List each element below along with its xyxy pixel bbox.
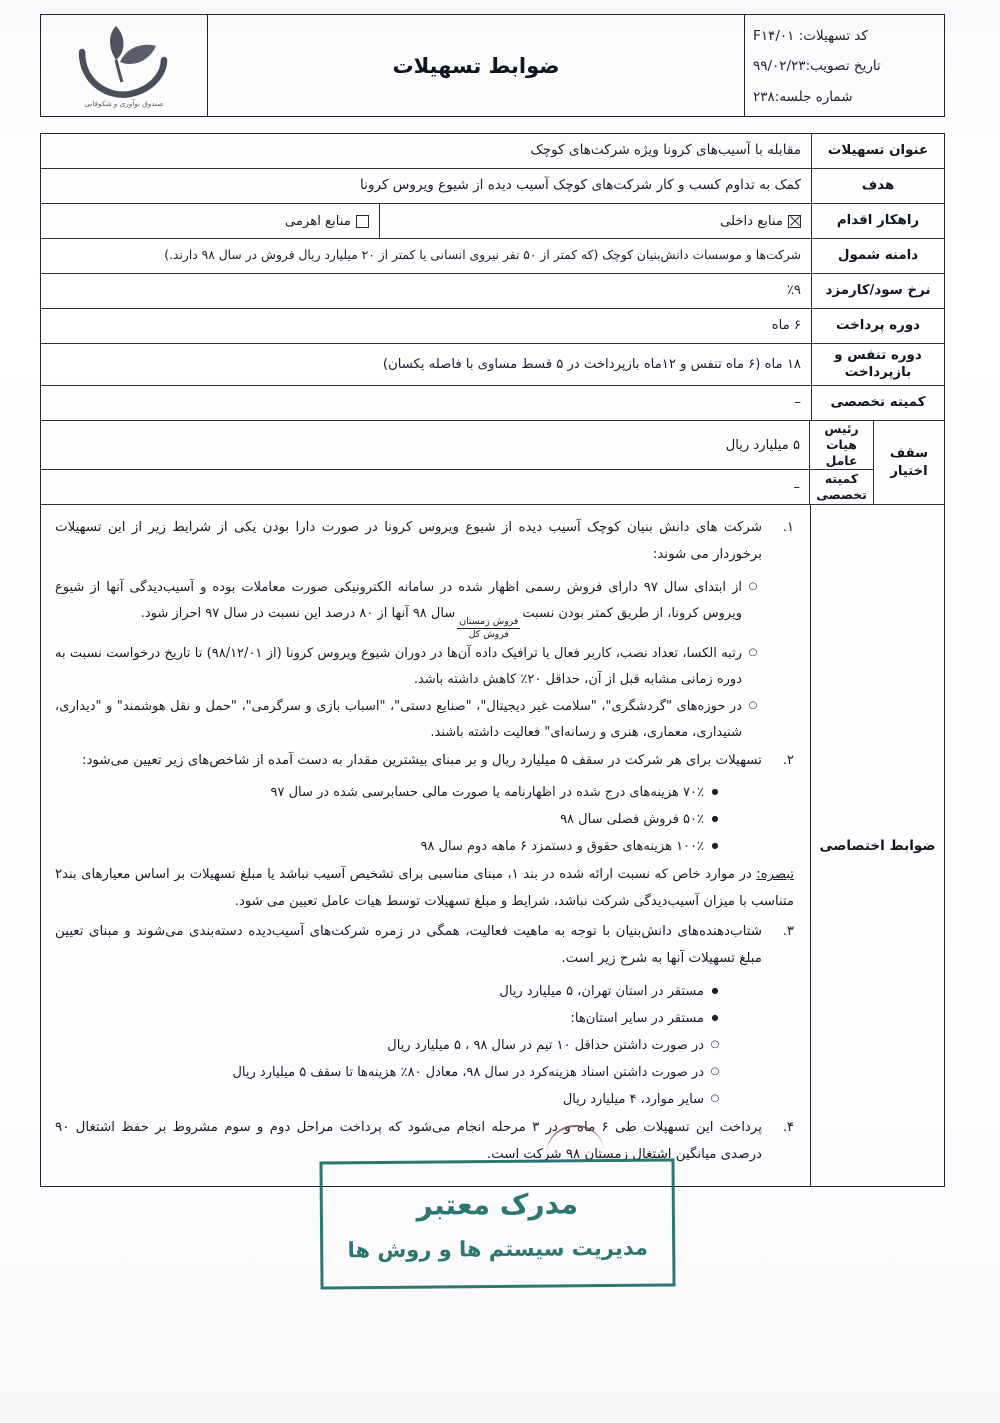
list-item: [55, 807, 794, 833]
organization-logo-cell: [41, 15, 208, 116]
row-value: مقابله با آسیب‌های کرونا ویژه شرکت‌های کوچک: [530, 142, 801, 159]
row-label: دوره پرداخت: [811, 309, 944, 343]
disc-bullet-icon: [704, 807, 726, 833]
document-header: [40, 14, 945, 117]
clause-3-bullet-2: مستقر در سایر استان‌ها:: [570, 1010, 704, 1026]
clause-3: [55, 919, 794, 973]
clause-4-number: ۴.: [782, 1119, 794, 1135]
clause-1: [55, 515, 794, 569]
clause-2-bullet-2: ۵۰٪ فروش فصلی سال ۹۸: [560, 812, 704, 828]
page-title: ضوابط تسهیلات: [392, 53, 560, 78]
row-label: راهکار اقدام: [811, 204, 944, 238]
disc-bullet-icon: [704, 1006, 726, 1032]
list-item: [55, 575, 794, 640]
clause-2-bullet-3: ۱۰۰٪ هزینه‌های حقوق و دستمزد ۶ ماهه دوم سال ۹۸: [420, 839, 704, 855]
disc-bullet-icon: [704, 979, 726, 1005]
note-label: تبصره:: [756, 867, 794, 883]
list-item: [55, 641, 794, 693]
option-internal-resources[interactable]: [380, 204, 811, 238]
bullet-1-part-2: سال ۹۸ آنها از ۸۰ درصد این نسبت در سال ۹۷ احراز شود.: [140, 605, 456, 621]
circle-bullet-icon: [704, 1060, 726, 1086]
row-value: –: [794, 395, 801, 411]
special-terms-label: ضوابط اختصاصی: [810, 505, 944, 1186]
row-label: دامنه شمول: [811, 239, 944, 273]
clause-1-bullets: [55, 575, 794, 746]
table-row-specialized-committee: [41, 386, 944, 421]
clause-4-text: پرداخت این تسهیلات طی ۶ ماه و در ۳ مرحله انجام می‌شود که پرداخت مراحل دوم و سوم مشروط بر حفظ اشتغال ۹۰ درصدی میانگین اشتغال زمستان ۹۸ شرکت است.: [55, 1119, 762, 1162]
list-item: [55, 1006, 794, 1032]
clause-1-text: شرکت های دانش بنیان کوچک آسیب دیده از شیوع ویروس کرونا در صورت دارا بودن یکی از شرایط زیر از این تسهیلات برخوردار می شوند:: [55, 520, 762, 563]
row-label: دوره تنفس و بازپرداخت: [811, 344, 944, 385]
disc-bullet-icon: [704, 780, 726, 806]
facility-terms-table: [40, 133, 945, 1187]
disc-bullet-icon: [704, 834, 726, 860]
circle-bullet-icon: [742, 641, 764, 693]
note-text: در موارد خاص که نسبت ارائه شده در بند ۱، مبنای مناسبی برای تشخیص آسیب نباشد یا مبلغ تسهیلات بر اساس معیارهای بند۲ متناسب با میزان آسیب‌دیدگی شرکت نباشد، شرایط و مبلغ تسهیلات توسط هیات عامل تعیین می شود.: [55, 867, 794, 909]
row-label: نرخ سود/کارمزد: [811, 274, 944, 308]
clause-3-subbullet-2: در صورت داشتن اسناد هزینه‌کرد در سال ۹۸، معادل ۸۰٪ هزینه‌ها تا سقف ۵ میلیارد ریال: [232, 1064, 704, 1080]
stamp-line-2: مدیریت سیستم ها و روش ها: [347, 1235, 649, 1262]
special-terms-content: [41, 505, 810, 1186]
table-row-scope: [41, 239, 944, 274]
sales-ratio-fraction: [457, 617, 520, 640]
ceiling-row-committee: [41, 470, 873, 504]
row-label: کمیته تخصصی: [811, 386, 944, 420]
authority-ceiling-label: سقف اختیار: [873, 421, 944, 504]
logo-caption: صندوق نوآوری و شکوفایی: [83, 98, 165, 108]
ceiling-role-label: رئیس هیات عامل: [809, 421, 873, 469]
option-internal-label: منابع داخلی: [720, 213, 783, 229]
table-row-payment-period: [41, 309, 944, 344]
clause-1-bullet-3: در حوزه‌های "گردشگری"، "سلامت غیر دیجیتال"، "صنایع دستی"، "اسباب بازی و سرگرمی"، "حمل و نقل هوشمند" و "دیداری، شنیداری، معماری، هنری و رسانه‌ای" فعالیت داشته باشند.: [55, 698, 742, 740]
row-value: ۱۸ ماه (۶ ماه تنفس و ۱۲ماه بازپرداخت در ۵ قسط مساوی با فاصله یکسان): [382, 356, 801, 372]
list-item: [55, 979, 794, 1005]
table-row-profit-rate: [41, 274, 944, 309]
row-value: ٪۹: [786, 283, 801, 299]
list-item: [55, 834, 794, 860]
clause-2-bullets: [55, 780, 794, 860]
clause-3-bullet-1: مستقر در استان تهران، ۵ میلیارد ریال: [499, 983, 704, 999]
ceiling-amount: –: [793, 479, 800, 495]
facility-code: کد تسهیلات: F۱۴/۰۱: [753, 28, 868, 45]
clause-1-number: ۱.: [782, 520, 794, 536]
table-row-action-method: [41, 204, 944, 239]
clause-2: [55, 748, 794, 775]
list-item: [55, 1087, 794, 1113]
circle-bullet-icon: [704, 1033, 726, 1059]
clause-3-bullets: [55, 979, 794, 1113]
table-row-goal: [41, 169, 944, 204]
validity-stamp: [319, 1158, 675, 1289]
clause-3-subbullet-1: در صورت داشتن حداقل ۱۰ تیم در سال ۹۸ ، ۵ میلیارد ریال: [387, 1037, 704, 1053]
clause-1-bullet-2: رتبه الکسا، تعداد نصب، کاربر فعال یا ترافیک داده آن‌ها در دوران شیوع ویروس کرونا (از ۹۸/۱۲/۰۱) تا تاریخ درخواست نسبت به دوره زمانی مشابه قبل از آن، حداقل ۲۰٪ کاهش داشته باشد.: [55, 645, 742, 687]
circle-bullet-icon: [742, 694, 764, 746]
row-value: ۶ ماه: [771, 318, 801, 334]
bullet-1-part-1: از ابتدای سال ۹۷ دارای فروش رسمی اظهار شده در سامانه الکترونیکی صورت معاملات بوده و آسیب‌دیدگی آنها از شیوع ویروس کرونا، از طریق کمتر بودن نسبت: [55, 579, 742, 621]
ceiling-role-label: کمیته تخصصی: [809, 470, 873, 504]
list-item: [55, 780, 794, 806]
row-value: کمک به تداوم کسب و کار شرکت‌های کوچک آسیب دیده از شیوع ویروس کرونا: [360, 177, 801, 194]
ceiling-amount: ۵ میلیارد ریال: [725, 437, 800, 453]
header-meta-block: [744, 15, 944, 116]
clause-3-text: شتاب‌دهنده‌های دانش‌بنیان با توجه به ماهیت فعالیت، همگی در زمره شرکت‌های آسیب‌دیده دسته‌بندی می‌شوند و مبنای تعیین مبلغ تسهیلات آنها به شرح زیر است.: [55, 924, 762, 967]
list-item: [55, 1033, 794, 1059]
table-row-facility-title: [41, 134, 944, 169]
clause-1-bullet-1: [55, 575, 742, 640]
clause-2-note: [55, 862, 794, 915]
row-value: شرکت‌ها و موسسات دانش‌بنیان کوچک (که کمتر از ۵۰ نفر نیروی انسانی یا کمتر از ۲۰ میلیارد ریال فروش در سال ۹۸ دارند.): [164, 248, 801, 263]
checkbox-checked-icon[interactable]: [788, 215, 801, 228]
checkbox-unchecked-icon[interactable]: [356, 215, 369, 228]
clause-3-number: ۳.: [782, 924, 794, 940]
session-number: شماره جلسه:۲۳۸: [753, 88, 853, 105]
clause-3-subbullet-3: سایر موارد، ۴ میلیارد ریال: [562, 1091, 704, 1107]
circle-bullet-icon: [742, 575, 764, 640]
clause-2-text: تسهیلات برای هر شرکت در سقف ۵ میلیارد ریال و بر مبنای بیشترین مقدار به دست آمده از شاخص‌های زیر تعیین می‌شود:: [81, 752, 762, 768]
fraction-numerator: فروش زمستان: [459, 615, 519, 627]
row-label: عنوان تسهیلات: [811, 134, 944, 168]
option-leverage-label: منابع اهرمی: [284, 213, 351, 229]
circle-bullet-icon: [704, 1087, 726, 1113]
leaf-sprout-logo-icon: [64, 22, 184, 110]
clause-2-number: ۲.: [782, 752, 794, 768]
table-row-special-terms: [41, 505, 944, 1186]
row-label: هدف: [811, 169, 944, 203]
list-item: [55, 694, 794, 746]
fraction-denominator: فروش کل: [457, 628, 520, 640]
document-title-cell: [208, 15, 744, 116]
list-item: [55, 1060, 794, 1086]
stamp-line-1: مدرک معتبر: [416, 1186, 579, 1222]
table-row-authority-ceiling: [41, 421, 944, 505]
clause-2-bullet-1: ۷۰٪ هزینه‌های درج شده در اظهارنامه یا صورت مالی حسابرسی شده در سال ۹۷: [270, 785, 704, 801]
ceiling-row-ceo: [41, 421, 873, 470]
option-leverage-resources[interactable]: [41, 204, 380, 238]
table-row-grace-repayment: [41, 344, 944, 386]
approval-date: تاریخ تصویب:۹۹/۰۲/۲۳: [753, 58, 881, 75]
